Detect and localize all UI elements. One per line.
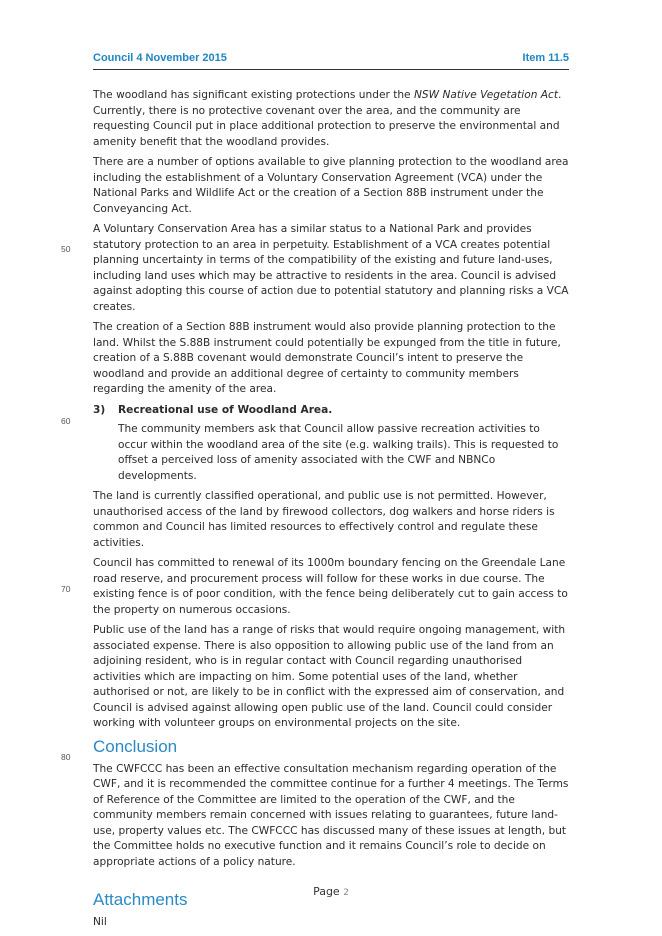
paragraph-conclusion: The CWFCCC has been an effective consultation mechanism regarding operation of the CWF, and it is recommended the committee continue for a further 4 meetings. The Terms of Reference of the Committee are limited to the operation of the CWF, and the community members remain concerned with issues relating to guarantees, future land-use, property values etc. The CWFCCC has discussed many of these issues at length, but the Committee holds no executive function and it remains Council’s role to decide on appropriate actions of a policy nature. — [93, 762, 569, 868]
paragraph-options: There are a number of options available to give planning protection to the woodland area including the establishment of a Voluntary Conservation Agreement (VCA) under the National Parks and Wildlife Act or the creation of a Section 88B instrument under the Conveyancing Act. — [93, 156, 569, 215]
paragraph-existing-protections: The woodland has significant existing protections under the NSW Native Vegetation Act. Currently, there is no protective covenant over the area, and the community are requesting Council put in place additional protection to preserve the environmental and amenity benefit that the woodland provides. — [93, 89, 562, 148]
meeting-date: Council 4 November 2015 — [93, 52, 227, 64]
item-number: Item 11.5 — [522, 52, 569, 64]
line-number-50: 50 — [61, 244, 71, 254]
paragraph-public-use-risks: Public use of the land has a range of risks that would require ongoing management, with associated expense. There is also opposition to allowing public use of the land from an adjoining resident, who is in regular contact with Council regarding unauthorised activities which are impacting on him. Some potential uses of the land, whether authorised or not, are likely to be in conflict with the expressed aim of conservation, and Council is advised against allowing open public use of the land. Council could consider working with volunteer groups on environmental projects on the site. — [93, 624, 566, 729]
header-divider — [93, 69, 569, 70]
item-heading-number: 3) — [93, 403, 106, 416]
paragraph-section-88b: The creation of a Section 88B instrument would also provide planning protection to the land. Whilst the S.88B instrument could potentially be expunged from the title in future, creation of a S.88B covenant would demonstrate Council’s intent to preserve the woodland and provide an additional degree of certainty to community members regarding the amenity of the area. — [93, 321, 561, 395]
attachments-value: Nil — [93, 916, 107, 928]
page-label: Page — [313, 885, 340, 898]
paragraph-land-classification: The land is currently classified operational, and public use is not permitted. However, unauthorised access of the land by firewood collectors, dog walkers and horse riders is common and Council has limited resources to effectively control and regulate these activities. — [93, 490, 555, 549]
page-header — [93, 52, 569, 68]
item-heading-title: Recreational use of Woodland Area. — [118, 403, 333, 416]
conclusion-heading: Conclusion — [93, 736, 178, 756]
item-heading-recreational-use — [93, 403, 571, 419]
document-body — [93, 88, 571, 936]
line-number-70: 70 — [61, 584, 71, 594]
line-number-60: 60 — [61, 416, 71, 426]
attachments-heading: Attachments — [93, 890, 188, 909]
paragraph-fencing: Council has committed to renewal of its 1000m boundary fencing on the Greendale Lane road reserve, and procurement process will follow for these works in due course. The existing fence is of poor condition, with the fence being deliberately cut to gain access to the property on numerous occasions. — [93, 557, 568, 616]
page-number: 2 — [343, 888, 349, 898]
paragraph-vca: A Voluntary Conservation Area has a similar status to a National Park and provides statutory protection to an area in perpetuity. Establishment of a VCA creates potential planning uncertainty in terms of the compatibility of the existing and future land-uses, including land uses which may be attractive to residents in the area. Council is advised against adopting this course of action due to potential statutory and planning risks a VCA creates. — [93, 223, 569, 313]
act-name: NSW Native Vegetation Act — [413, 89, 559, 101]
page-footer — [0, 885, 662, 898]
line-number-80: 80 — [61, 752, 71, 762]
paragraph-community-request: The community members ask that Council allow passive recreation activities to occur within the woodland area of the site (e.g. walking trails). This is requested to offset a perceived loss of amenity associated with the CWF and NBNCo developments. — [118, 423, 559, 482]
